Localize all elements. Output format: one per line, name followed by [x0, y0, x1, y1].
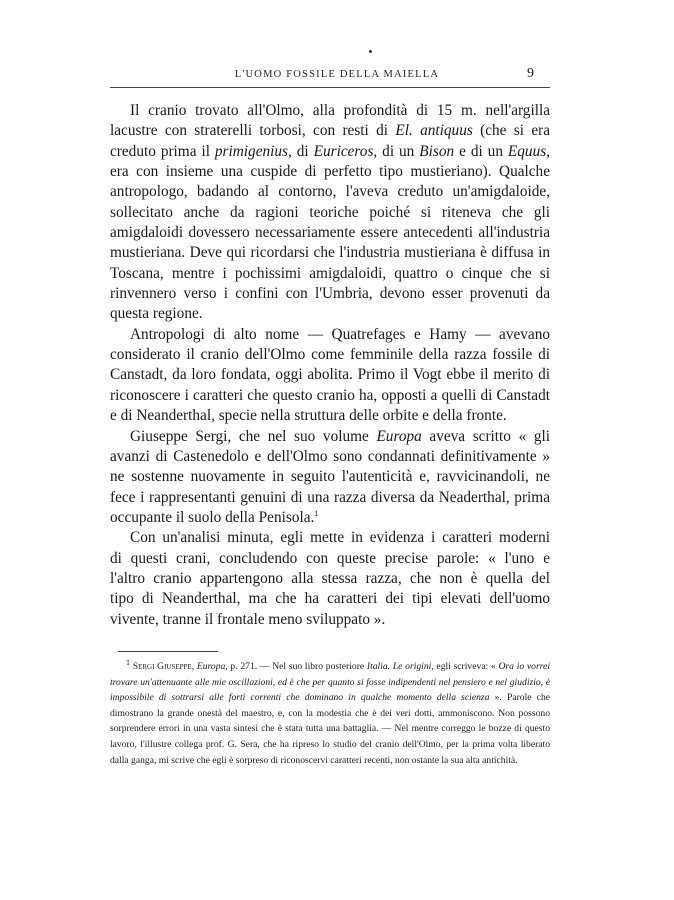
footnote-later-work: Italia. Le origini, [366, 661, 434, 672]
page-number: 9 [527, 66, 534, 81]
footnote-reference: 1 [314, 508, 319, 518]
footnote-rule [118, 651, 218, 652]
p3-italic-europa: Europa [376, 427, 422, 445]
footnote-work: Europa, [196, 661, 228, 672]
p1-text-3: (che si era creduto prima il [110, 122, 550, 160]
paragraph-4-line-2: di questi crani, concludendo con queste precise parole: « l'uno e [110, 549, 550, 567]
footnote [110, 659, 550, 768]
paragraph-1 [110, 101, 550, 325]
p1-italic-equus: Equus, [507, 142, 550, 160]
p1-text-9: e di un [454, 142, 508, 160]
print-mark [369, 50, 372, 53]
footnote-mark: 1 [126, 657, 130, 667]
paragraph-4-line-4: tipo di Neanderthal, ma che ha caratteri dei tipi elevati dell'uomo [110, 590, 550, 608]
footnote-quote: Ora io vorrei trovare un'attenuante alle mie oscillazioni, ed è che per quanto si fosse indipendenti nel pensiero e nel giudizio, è impossibile di sottrarsi alle forti correnti che dominano in qualche momento della scienza [110, 661, 550, 704]
running-title: L'UOMO FOSSILE DELLA MAIELLA [234, 69, 440, 80]
p1-italic-antiquus: El. antiquus [395, 122, 473, 140]
p1-italic-euriceros: Euriceros, [313, 142, 378, 160]
footnote-text-4: ». Parole che dimostrano la grande onestà del maestro, e, con la modestia che è dei veri dotti, ammoniscono. Non possono sorprendere errori in una vasta sintesi che è stata tutta una battaglia. — Nel mentre correggo le bozze di questo lavoro, l'illustre collega prof. G. Sera, che ha ripreso lo studio del cranio dell'Olmo, per la prima volta liberato dalla ganga, mi scrive che egli è sorpreso di riconoscervi caratteri recenti, non ostante la sua alta antichità. [110, 692, 550, 766]
p1-italic-primigenius: primigenius, [214, 142, 292, 160]
header-rule [110, 87, 550, 88]
paragraph-4-line-5: vivente, tranne il frontale meno sviluppato ». [110, 610, 386, 628]
footnote-text-2: p. 271. — Nel suo libro posteriore [227, 661, 367, 672]
footnote-text [110, 659, 550, 768]
footnote-text-3: egli scriveva: « [433, 661, 499, 672]
paragraph-4-line-3: l'altro cranio appartengono alla stessa razza, che non è quella del [110, 569, 550, 587]
p3-text-3: aveva scritto « gli avanzi di Castenedolo e dell'Olmo sono condannati definitivamente » ne sostenne nuovamente in seguito l'autenticità e, ravvicinandoli, ne fece i rappresentanti genuini di una razza diversa da Neaderthal, prima occupante il suolo della Penisola. [110, 427, 551, 526]
main-text [110, 101, 550, 630]
paragraph-2: Antropologi di alto nome — Quatrefages e Hamy — avevano considerato il cranio dell'Olmo come femminile della razza fossile di Canstadt, da loro fondata, oggi abolita. Primo il Vogt ebbe il merito di riconoscere i caratteri che questo cranio ha, opposti a quelli di Canstadt e di Neanderthal, specie nella struttura delle orbite e della fronte. [110, 325, 550, 425]
footnote-author: Sergi Giuseppe, [132, 661, 195, 672]
p1-italic-bison: Bison [419, 142, 455, 160]
p1-text-11: era con insieme una cuspide di perfetto tipo mustieriano). Qualche antropologo, badando al contorno, l'aveva creduto un'amigdaloide, sollecitato anche da ragioni teoriche poiché si riteneva che gli amigdaloidi dovessero necessariamente essere antecedenti all'industria mustieriana. Deve qui ricordarsi che l'industria mustieriana è diffusa in Toscana, mentre i pochissimi amigdaloidi, quattro o cinque che si rinvennero verso i confini con l'Umbria, devono esser provenuti da questa regione. [110, 163, 550, 323]
p1-text-1: Il cranio trovato all'Olmo, alla profondità di 15 m. nell'argilla lacustre con straterelli torbosi, con resti di [110, 102, 550, 140]
paragraph-3 [110, 427, 550, 529]
p1-text-7: di un [377, 142, 420, 160]
p3-text-1: Giuseppe Sergi, che nel suo volume [130, 427, 377, 445]
paragraph-4-line-1: Con un'analisi minuta, egli mette in evidenza i caratteri moderni [130, 529, 550, 547]
p1-text-5: di [291, 142, 314, 160]
